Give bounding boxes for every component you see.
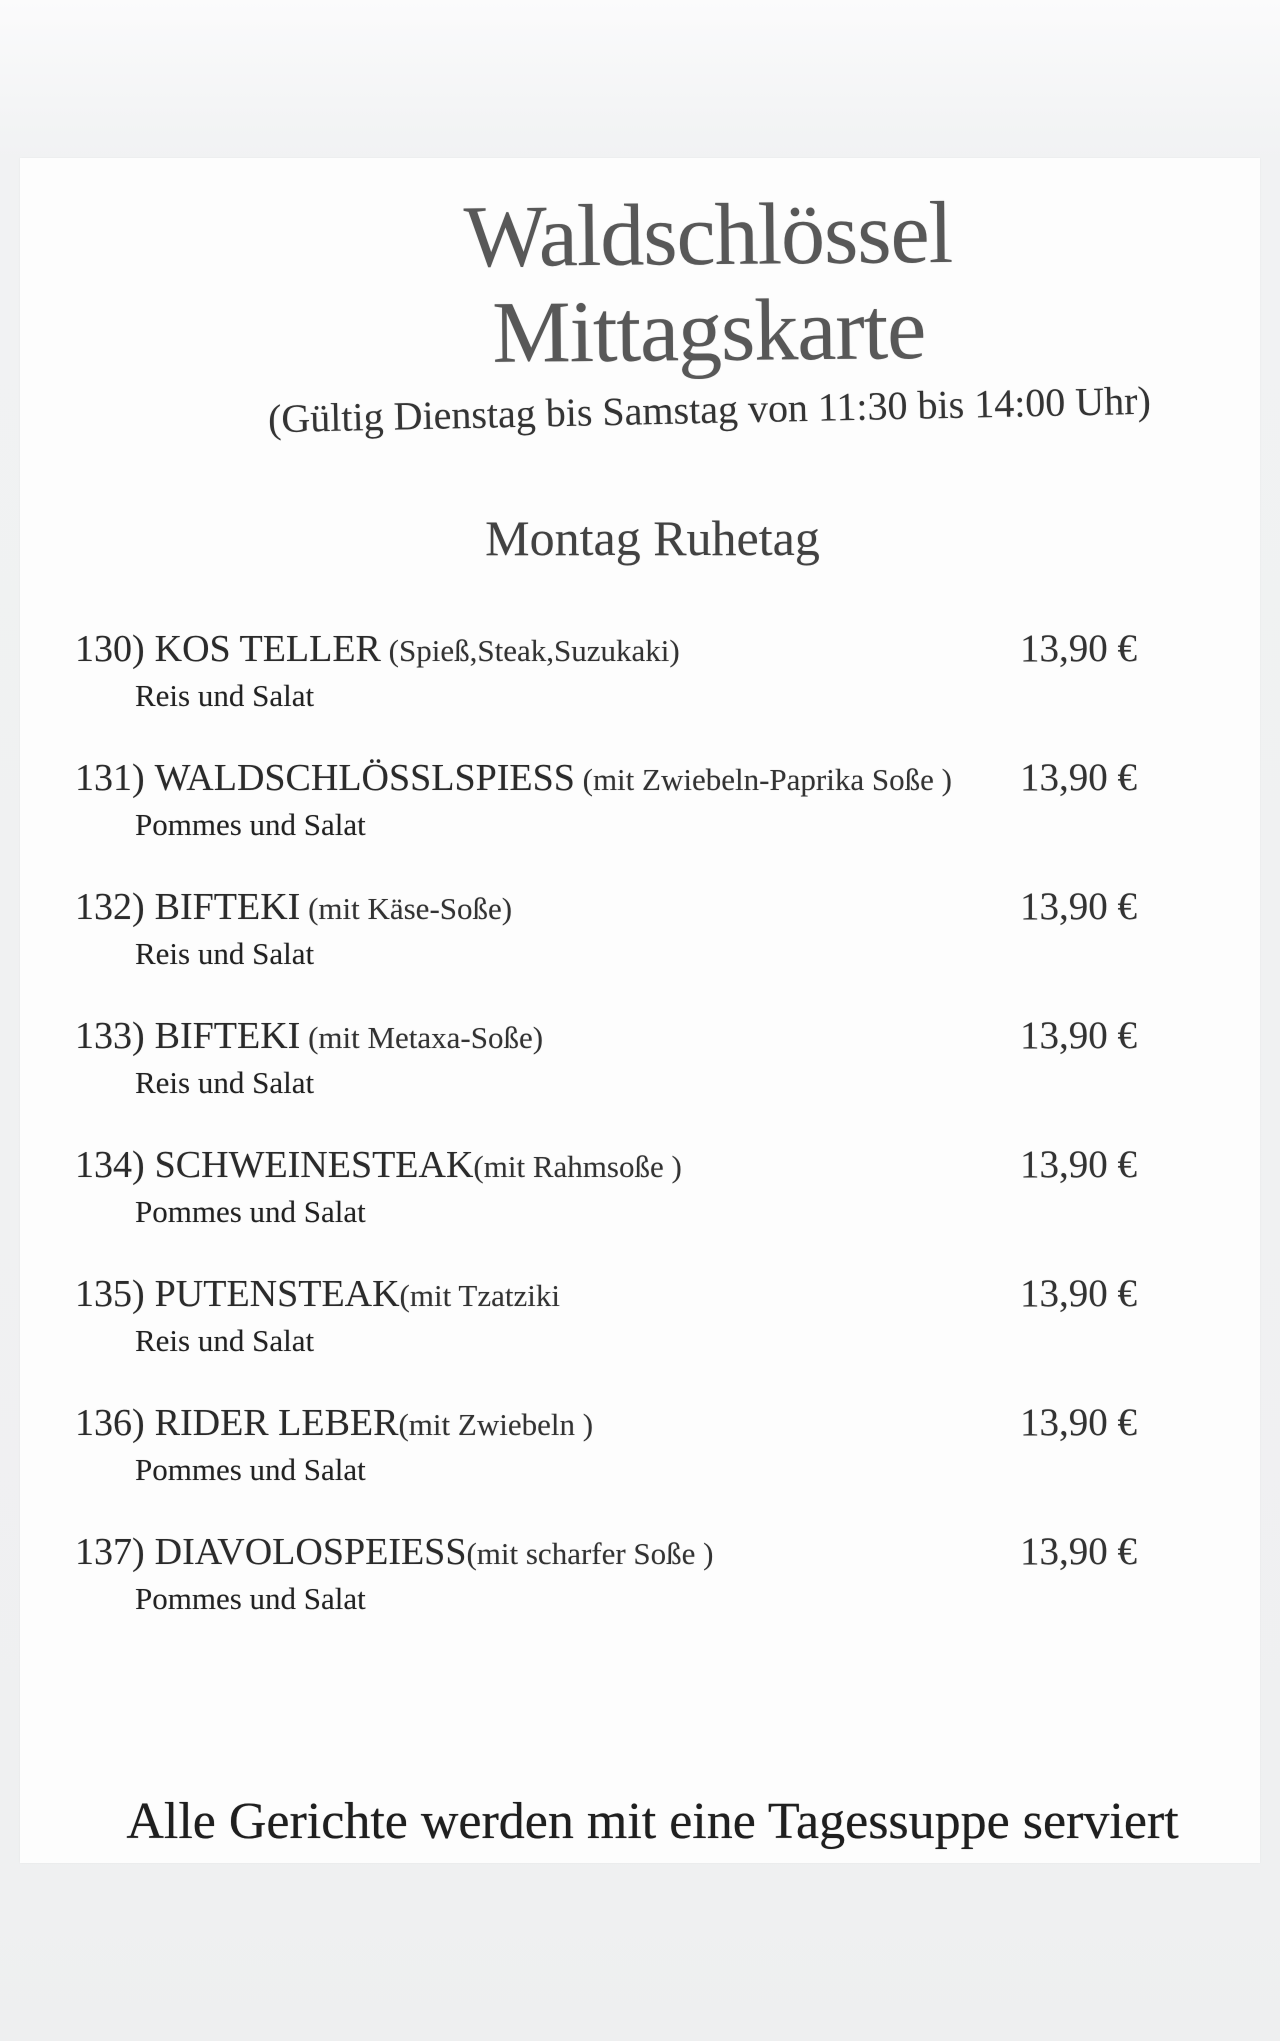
item-side: Reis und Salat — [135, 678, 315, 713]
menu-item-row — [75, 1140, 1230, 1232]
item-detail: (mit Käse-Soße) — [300, 891, 513, 926]
item-detail: (mit Zwiebeln-Paprika Soße ) — [574, 762, 952, 797]
item-side: Reis und Salat — [135, 1065, 315, 1100]
menu-item-row — [75, 753, 1230, 845]
closed-day-notice: Montag Ruhetag — [485, 510, 820, 566]
item-price: 13,90 € — [1020, 627, 1137, 670]
item-detail: (Spieß,Steak,Suzukaki) — [380, 633, 680, 668]
item-number: 130) — [75, 628, 145, 670]
item-line — [75, 1398, 1230, 1450]
item-name: BIFTEKI — [154, 886, 301, 928]
item-title — [75, 1398, 1020, 1450]
item-line — [75, 1140, 1230, 1192]
item-title — [75, 1140, 1020, 1192]
menu-sheet — [20, 158, 1260, 1863]
item-detail: (mit Zwiebeln ) — [398, 1407, 594, 1442]
item-title — [75, 1527, 1020, 1579]
item-side: Reis und Salat — [135, 936, 315, 971]
soup-note: Alle Gerichte werden mit eine Tagessuppe serviert — [126, 1793, 1179, 1850]
item-side: Pommes und Salat — [135, 1194, 366, 1229]
item-price: 13,90 € — [1020, 1143, 1137, 1186]
item-line — [75, 1527, 1230, 1579]
item-line — [75, 882, 1230, 934]
menu-header — [130, 183, 1280, 441]
item-title — [75, 1011, 1020, 1063]
menu-items — [75, 624, 1230, 1619]
item-line — [75, 1011, 1230, 1063]
item-title — [75, 1269, 1020, 1321]
menu-item-row — [75, 1398, 1230, 1490]
item-title — [75, 753, 1020, 805]
item-name: WALDSCHLÖSSLSPIESS — [154, 757, 575, 799]
item-number: 131) — [75, 757, 145, 799]
item-name: PUTENSTEAK — [154, 1273, 400, 1315]
item-name: RIDER LEBER — [154, 1402, 399, 1444]
item-number: 133) — [75, 1015, 145, 1057]
item-number: 136) — [75, 1402, 145, 1444]
item-side: Pommes und Salat — [135, 1581, 366, 1616]
item-price: 13,90 € — [1020, 1530, 1137, 1573]
menu-item-row — [75, 1269, 1230, 1361]
validity-hours: (Gültig Dienstag bis Samstag von 11:30 bis 14:00 Uhr) — [267, 377, 1152, 442]
item-side: Pommes und Salat — [135, 1452, 366, 1487]
item-price: 13,90 € — [1020, 1401, 1137, 1444]
menu-item-row — [75, 882, 1230, 974]
item-number: 134) — [75, 1144, 145, 1186]
item-number: 135) — [75, 1273, 145, 1315]
item-name: KOS TELLER — [154, 628, 381, 670]
item-detail: (mit scharfer Soße ) — [466, 1536, 714, 1571]
item-number: 137) — [75, 1531, 145, 1573]
item-title — [75, 882, 1020, 934]
menu-item-row — [75, 1527, 1230, 1619]
item-price: 13,90 € — [1020, 1014, 1137, 1057]
item-name: DIAVOLOSPEIESS — [154, 1531, 467, 1573]
item-detail: (mit Rahmsoße ) — [473, 1149, 682, 1184]
menu-title: Mittagskarte — [491, 281, 926, 382]
item-price: 13,90 € — [1020, 1272, 1137, 1315]
item-number: 132) — [75, 886, 145, 928]
item-detail: (mit Metaxa-Soße) — [300, 1020, 544, 1055]
item-detail: (mit Tzatziki — [399, 1278, 560, 1313]
item-name: SCHWEINESTEAK — [154, 1144, 474, 1186]
item-line — [75, 753, 1230, 805]
menu-item-row — [75, 1011, 1230, 1103]
menu-item-row — [75, 624, 1230, 716]
item-side: Reis und Salat — [135, 1323, 315, 1358]
item-line — [75, 1269, 1230, 1321]
item-line — [75, 624, 1230, 676]
item-price: 13,90 € — [1020, 885, 1137, 928]
item-price: 13,90 € — [1020, 756, 1137, 799]
restaurant-name: Waldschlössel — [463, 184, 953, 287]
item-name: BIFTEKI — [154, 1015, 301, 1057]
item-side: Pommes und Salat — [135, 807, 366, 842]
item-title — [75, 624, 1020, 676]
